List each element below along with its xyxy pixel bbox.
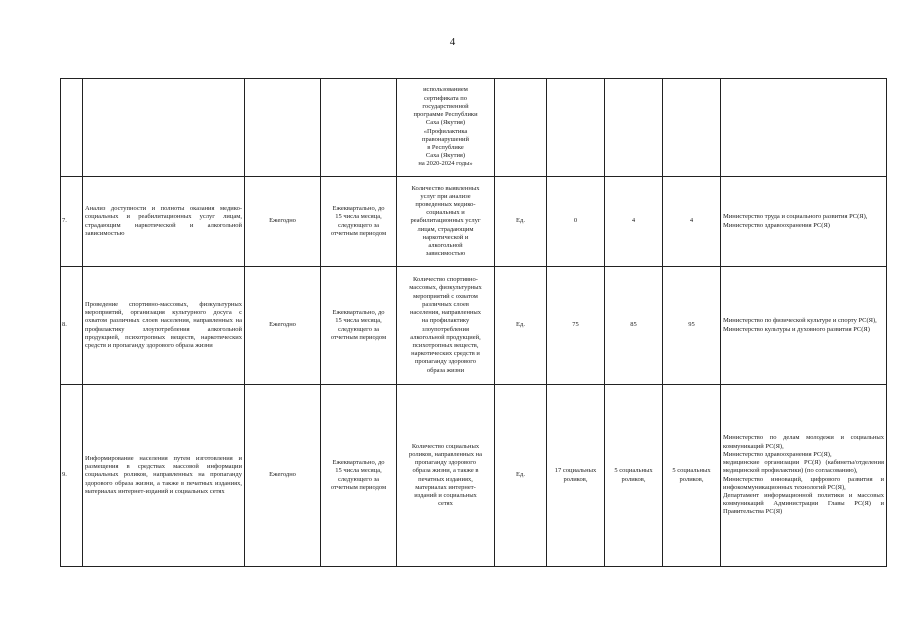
page-number: 4	[449, 36, 456, 48]
measure-cell-text: Информирование населения путем изготовления и размещения в средствах массовой информации социальных роликов, направленных на пропаганду здорового образа жизни, а также в печатных изданиях, материалах интернет-изданий и социальных сетях	[85, 454, 242, 495]
measure-cell	[83, 267, 245, 385]
deadline-cell	[321, 385, 397, 567]
responsible-cell	[721, 267, 887, 385]
period-cell-text: Ежегодно	[269, 217, 296, 225]
responsible-cell-text: Министерство по делам молодежи и социальных коммуникаций РС(Я), Министерство здравоохранения РС(Я), медицинские организации РС(Я) (кабинеты/отделения медицинской профилактики) (по согласованию), Министерство инноваций, цифрового развития и инфокоммуникационных технологий РС(Я), Департамент информационной политики и массовых коммуникаций Администрации Главы РС(Я) и Правительства РС(Я)	[723, 434, 884, 516]
deadline-cell-text: Ежеквартально, до 15 числа месяца, следующего за отчетным периодом	[330, 205, 387, 237]
value-2024-cell	[663, 79, 721, 177]
table-row	[61, 267, 887, 385]
value-2023-cell	[605, 177, 663, 267]
unit-cell-text: Ед.	[516, 217, 525, 225]
deadline-cell-text: Ежеквартально, до 15 числа месяца, следующего за отчетным периодом	[330, 309, 387, 341]
indicator-cell-text: Количество выявленных услуг при анализе проведенных медико- социальных и реабилитационных услуг лицам, страдающим наркотической и алкогольной зависимостью	[410, 184, 481, 258]
value-2024-cell-text: 95	[688, 321, 695, 329]
indicator-cell	[397, 385, 495, 567]
value-2023-cell	[605, 385, 663, 567]
indicator-cell-text: использованием сертификата по государственной программе Республики Саха (Якутия) «Профилактика правонарушений в Республике Саха (Якутия) на 2020-2024 годы»	[413, 86, 478, 168]
indicator-cell-text: Количество спортивно- массовых, физкультурных мероприятий с охватом различных слоев населения, направленных на профилактику злоупотребления алкогольной продукцией, психотропных веществ, наркотических средств и пропаганду здорового образа жизни	[409, 276, 482, 374]
unit-cell	[495, 267, 547, 385]
deadline-cell	[321, 79, 397, 177]
measure-cell-text: Проведение спортивно-массовых, физкультурных мероприятий, организация культурного досуга с охватом различных слоев населения, направленных на профилактику злоупотребления алкогольной продукцией, психотропных веществ, наркотических средств и пропаганду здорового образа жизни	[85, 300, 242, 349]
value-2024-cell	[663, 177, 721, 267]
period-cell-text: Ежегодно	[269, 471, 296, 479]
measure-cell	[83, 79, 245, 177]
value-2023-cell-text: 4	[631, 217, 636, 225]
unit-cell	[495, 79, 547, 177]
responsible-cell-text: Министерство по физической культуре и спорту РС(Я), Министерство культуры и духовного развития РС(Я)	[723, 317, 877, 333]
value-2022-cell	[547, 79, 605, 177]
value-2023-cell-text: 85	[630, 321, 637, 329]
responsible-cell	[721, 177, 887, 267]
value-2022-cell	[547, 385, 605, 567]
row-number-text: 7.	[62, 217, 67, 225]
row-number	[61, 79, 83, 177]
row-number	[61, 177, 83, 267]
value-2022-cell	[547, 177, 605, 267]
value-2022-cell	[547, 267, 605, 385]
deadline-cell	[321, 177, 397, 267]
measure-cell	[83, 177, 245, 267]
responsible-cell-text: Министерство труда и социального развития РС(Я), Министерство здравоохранения РС(Я)	[723, 213, 868, 229]
row-number	[61, 267, 83, 385]
measure-cell-text: Анализ доступности и полноты оказания медико-социальных и реабилитационных услуг лицам, страдающим наркотической и алкогольной зависимостью	[85, 205, 242, 237]
value-2022-cell-text: 75	[572, 321, 579, 329]
table-row	[61, 79, 887, 177]
measures-table	[60, 78, 887, 567]
responsible-cell	[721, 385, 887, 567]
value-2023-cell	[605, 267, 663, 385]
deadline-cell-text: Ежеквартально, до 15 числа месяца, следующего за отчетным периодом	[330, 459, 387, 491]
unit-cell	[495, 385, 547, 567]
unit-cell-text: Ед.	[516, 471, 525, 479]
row-number-text: 8.	[62, 321, 67, 329]
measure-cell	[83, 385, 245, 567]
row-number-text: 9.	[62, 471, 67, 479]
value-2022-cell-text: 17 социальных роликов,	[554, 467, 597, 483]
period-cell-text: Ежегодно	[269, 321, 296, 329]
value-2022-cell-text: 0	[573, 217, 578, 225]
indicator-cell	[397, 177, 495, 267]
value-2023-cell-text: 5 социальных роликов,	[614, 467, 653, 483]
value-2024-cell-text: 5 социальных роликов,	[672, 467, 711, 483]
deadline-cell	[321, 267, 397, 385]
indicator-cell	[397, 267, 495, 385]
value-2023-cell	[605, 79, 663, 177]
table-row	[61, 177, 887, 267]
indicator-cell-text: Количество социальных роликов, направленных на пропаганду здорового образа жизни, а также в печатных изданиях, материалах интернет- изданий и социальных сетях	[408, 442, 483, 508]
value-2024-cell	[663, 385, 721, 567]
period-cell	[245, 79, 321, 177]
value-2024-cell	[663, 267, 721, 385]
period-cell	[245, 385, 321, 567]
responsible-cell	[721, 79, 887, 177]
value-2024-cell-text: 4	[689, 217, 694, 225]
period-cell	[245, 267, 321, 385]
unit-cell	[495, 177, 547, 267]
unit-cell-text: Ед.	[516, 321, 525, 329]
period-cell	[245, 177, 321, 267]
indicator-cell	[397, 79, 495, 177]
table-row	[61, 385, 887, 567]
row-number	[61, 385, 83, 567]
